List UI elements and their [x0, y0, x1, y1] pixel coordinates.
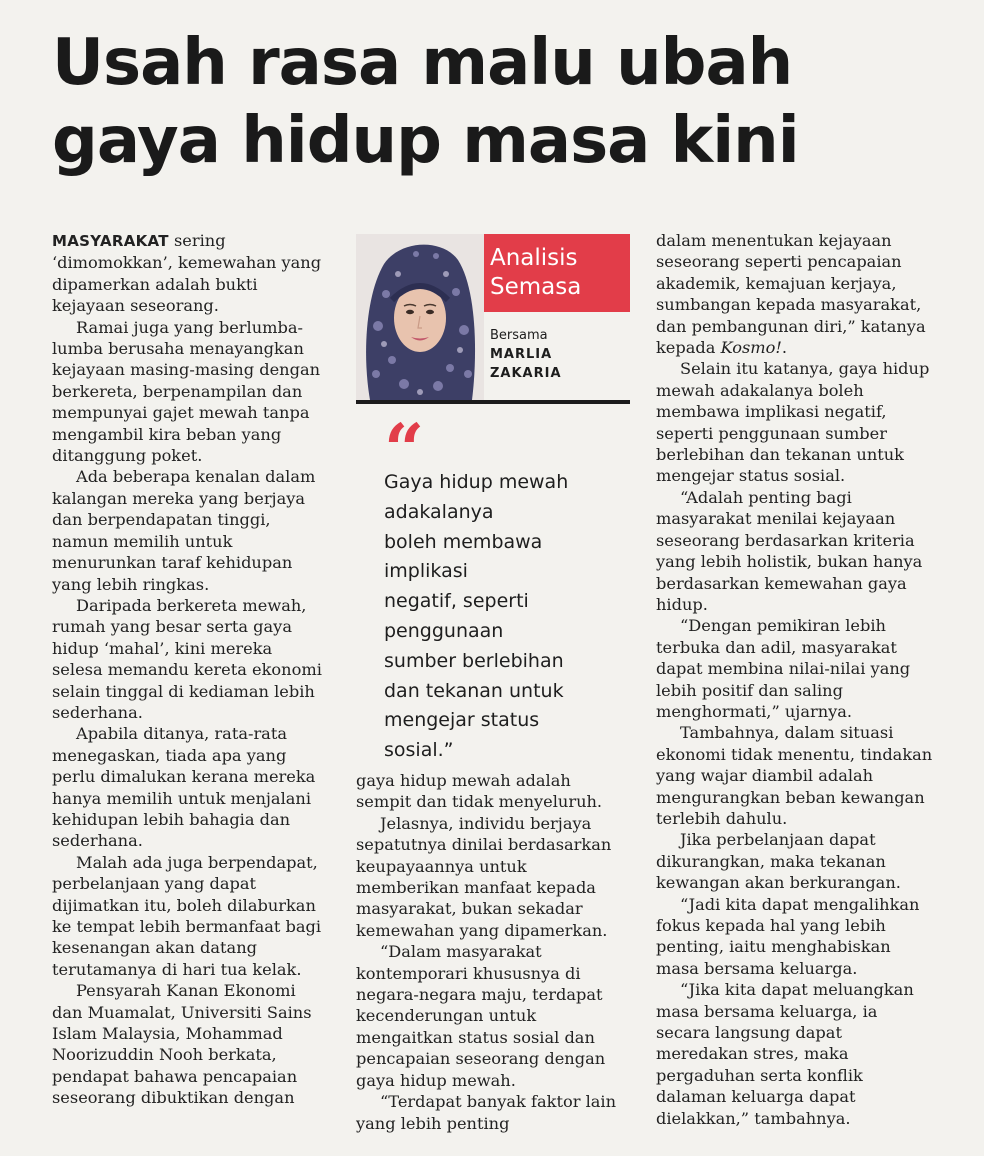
- pull-quote: [384, 408, 624, 766]
- columnist-portrait-icon: [356, 234, 484, 400]
- paragraph: Selain itu katanya, gaya hidup mewah adakalanya boleh membawa implikasi negatif, seperti penggunaan sumber berlebihan dan tekanan untuk mengejar status sosial.: [656, 359, 930, 486]
- paragraph: “Adalah penting bagi masyarakat menilai kejayaan seseorang berdasarkan kriteria yang lebih holistik, bukan hanya berdasarkan kemewahan gaya hidup.: [656, 487, 923, 614]
- columnist-photo: [356, 234, 484, 400]
- pull-quote-text: [384, 468, 624, 766]
- pull-quote-line: adakalanya: [384, 500, 494, 523]
- paragraph: [656, 230, 934, 358]
- paragraph-text: sering ‘dimomokkan’, kemewahan yang dipamerkan adalah bukti kejayaan seseorang.: [52, 231, 322, 316]
- paragraph: Jika perbelanjaan dapat dikurangkan, maka tekanan kewangan akan berkurangan.: [656, 830, 901, 893]
- paragraph: “Dengan pemikiran lebih terbuka dan adil, masyarakat dapat membina nilai-nilai yang lebih positif dan saling menghormati,” ujarnya.: [656, 616, 911, 721]
- paragraph: Jelasnya, individu berjaya sepatutnya dinilai berdasarkan keupayaannya untuk memberikan manfaat kepada masyarakat, bukan sekadar kemewahan yang dipamerkan.: [356, 813, 612, 940]
- paragraph: Ramai juga yang berlumba-lumba berusaha menayangkan kejayaan masing-masing dengan berkereta, berpenampilan dan mempunyai gajet mewah tanpa mengambil kira beban yang ditanggung poket.: [52, 317, 321, 466]
- paragraph: “Jadi kita dapat mengalihkan fokus kepada hal yang lebih penting, iaitu menghabiskan masa bersama keluarga.: [656, 894, 920, 978]
- column-title-line-2: Semasa: [490, 274, 582, 300]
- paragraph: Malah ada juga berpendapat, perbelanjaan yang dapat dijimatkan itu, boleh dilaburkan ke tempat lebih bermanfaat bagi kesenangan akan datang terutamanya di hari tua kelak.: [52, 852, 322, 979]
- pull-quote-line: sumber berlebihan: [384, 649, 564, 672]
- paragraph: Ada beberapa kenalan dalam kalangan mereka yang berjaya dan berpendapatan tinggi, namun memilih untuk menurunkan taraf kehidupan yang lebih ringkas.: [52, 467, 316, 594]
- paragraph: Tambahnya, dalam situasi ekonomi tidak menentu, tindakan yang wajar diambil adalah mengurangkan beban kewangan terlebih dahulu.: [656, 723, 933, 828]
- article-column-1: [52, 230, 324, 1109]
- publication-name: Kosmo!: [720, 338, 782, 358]
- column-title-line-1: Analisis: [490, 245, 578, 271]
- byline: [490, 326, 562, 383]
- paragraph: Daripada berkereta mewah, rumah yang besar serta gaya hidup ‘mahal’, kini mereka selesa memandu kereta ekonomi selain tinggal di kediaman lebih sederhana.: [52, 595, 322, 722]
- paragraph: Apabila ditanya, rata-rata menegaskan, tiada apa yang perlu dimalukan kerana mereka hanya memilih untuk menjalani kehidupan lebih bahagia dan sederhana.: [52, 724, 316, 851]
- paragraph: gaya hidup mewah adalah sempit dan tidak menyeluruh.: [356, 771, 603, 812]
- author-name-line-2: ZAKARIA: [490, 366, 562, 381]
- article-column-3: [656, 230, 934, 1129]
- pull-quote-line: implikasi: [384, 560, 468, 583]
- paragraph: “Terdapat banyak faktor lain yang lebih penting: [356, 1092, 617, 1133]
- pull-quote-line: negatif, seperti: [384, 590, 529, 613]
- paragraph: “Jika kita dapat meluangkan masa bersama keluarga, ia secara langsung dapat meredakan stres, maka pergaduhan serta konflik dalaman keluarga dapat dielakkan,” tambahnya.: [656, 980, 914, 1128]
- headline-line-2: gaya hidup masa kini: [52, 104, 799, 178]
- pull-quote-line: mengejar status: [384, 709, 540, 732]
- paragraph-text: dalam menentukan kejayaan seseorang seperti pencapaian akademik, kemajuan kerjaya, sumbangan kepada masyarakat, dan pembangunan diri,” katanya kepada: [656, 231, 926, 358]
- paragraph-text: .: [781, 338, 788, 358]
- paragraph: Pensyarah Kanan Ekonomi dan Muamalat, Universiti Sains Islam Malaysia, Mohammad Noorizuddin Nooh berkata, pendapat bahawa pencapaian seseorang dibuktikan dengan: [52, 981, 312, 1108]
- pull-quote-line: boleh membawa: [384, 530, 543, 553]
- pull-quote-line: Gaya hidup mewah: [384, 471, 569, 493]
- headline: [52, 24, 952, 180]
- lead-word: MASYARAKAT: [52, 232, 169, 250]
- column-header-box: [356, 234, 630, 404]
- pull-quote-line: penggunaan: [384, 619, 504, 642]
- paragraph: [52, 230, 324, 317]
- headline-line-1: Usah rasa malu ubah: [52, 26, 793, 100]
- column-title: [490, 244, 630, 302]
- pull-quote-line: dan tekanan untuk: [384, 679, 564, 702]
- quote-mark-icon: “: [384, 408, 425, 491]
- divider: [356, 400, 630, 404]
- byline-prefix: Bersama: [490, 328, 548, 343]
- article-column-2: [356, 770, 630, 1134]
- pull-quote-line: sosial.”: [384, 739, 454, 762]
- paragraph: “Dalam masyarakat kontemporari khususnya di negara-negara maju, terdapat kecenderungan untuk mengaitkan status sosial dan pencapaian seseorang dengan gaya hidup mewah.: [356, 942, 606, 1090]
- author-name-line-1: MARLIA: [490, 347, 553, 362]
